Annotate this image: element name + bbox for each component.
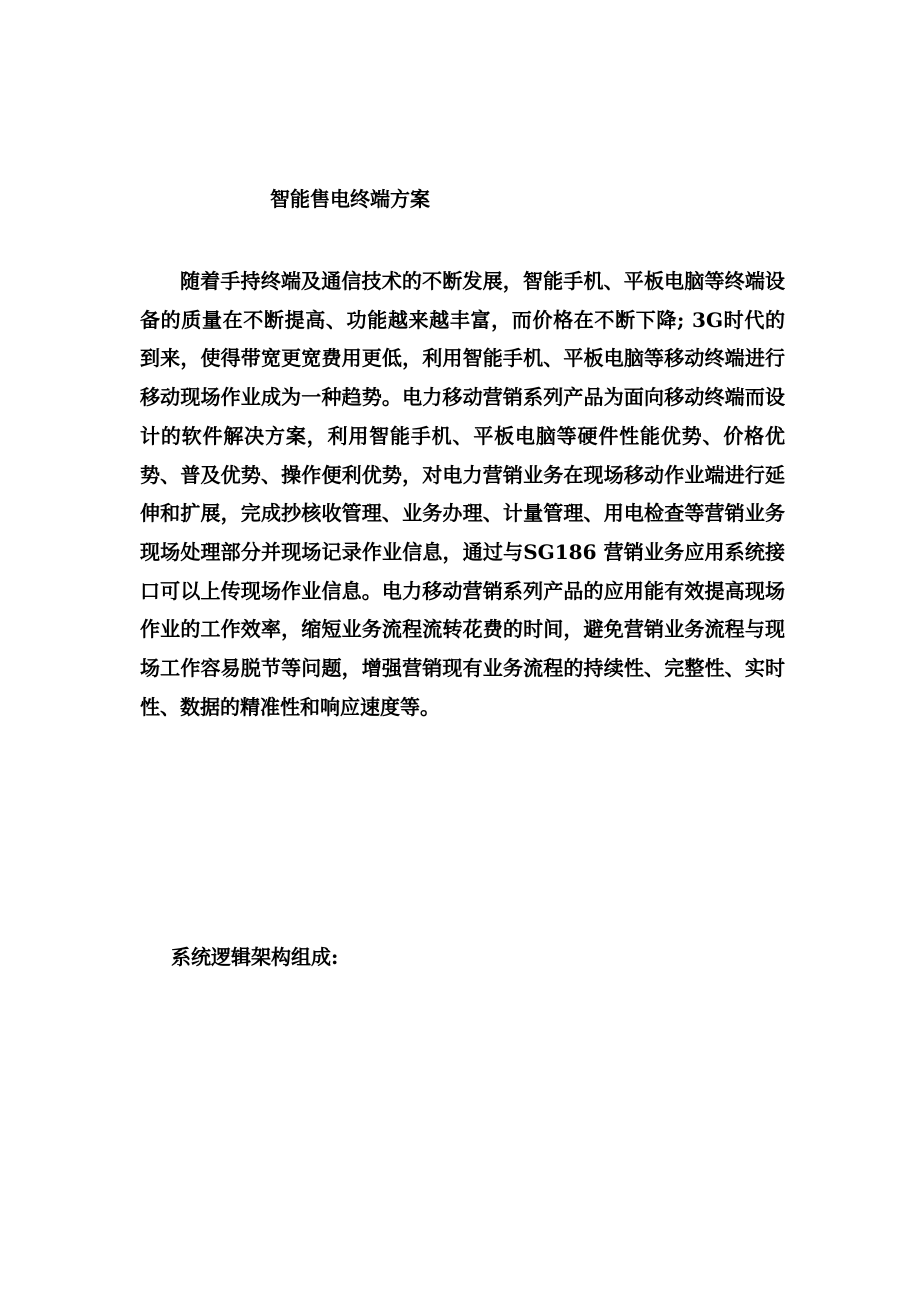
body-paragraph: 随着手持终端及通信技术的不断发展，智能手机、平板电脑等终端设备的质量在不断提高、功能越来越丰富，而价格在不断下降; 3G时代的到来，使得带宽更宽费用更低，利用智能手机、平板电脑等移动终端进行移动现场作业成为一种趋势。电力移动营销系列产品为面向移动终端而设计的软件解决方案，利用智能手机、平板电脑等硬件性能优势、价格优势、普及优势、操作便利优势，对电力营销业务在现场移动作业端进行延伸和扩展，完成抄核收管理、业务办理、计量管理、用电检查等营销业务现场处理部分并现场记录作业信息，通过与SG186 营销业务应用系统接口可以上传现场作业信息。电力移动营销系列产品的应用能有效提高现场作业的工作效率，缩短业务流程流转花费的时间，避免营销业务流程与现场工作容易脱节等问题，增强营销现有业务流程的持续性、完整性、实时性、数据的精准性和响应速度等。 xyxy=(140,269,785,719)
document-title: 智能售电终端方案 xyxy=(270,187,430,211)
section-heading: 系统逻辑架构组成: xyxy=(171,945,339,969)
